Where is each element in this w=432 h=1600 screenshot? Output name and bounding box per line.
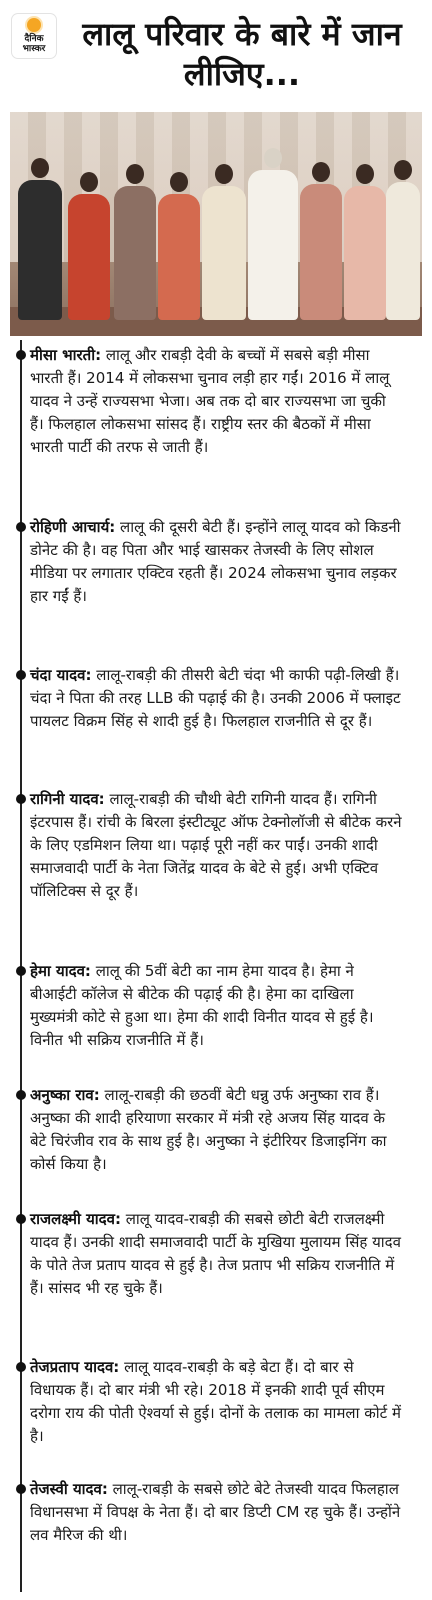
person-figure: [158, 194, 200, 320]
entry-anushka-rao: [30, 1084, 402, 1176]
entry-text: [30, 1084, 402, 1176]
entry-name: रोहिणी आचार्य:: [30, 518, 116, 536]
person-figure: [386, 182, 420, 320]
logo-text-line1: दैनिक: [24, 34, 44, 44]
bullet-dot: [16, 966, 26, 976]
entry-rohini-acharya: [30, 516, 402, 608]
entry-tejpratap-yadav: [30, 1356, 402, 1448]
bullet-dot: [16, 1484, 26, 1494]
entry-misa-bharti: [30, 344, 402, 459]
entry-text: [30, 1208, 402, 1300]
entry-description: लालू-राबड़ी की तीसरी बेटी चंदा भी काफी पढ़ी-लिखी हैं। चंदा ने पिता की तरह LLB की पढ़ाई की है। उनकी 2006 में फ्लाइट पायलट विक्रम सिंह से शादी हुई है। फिलहाल राजनीति से दूर हैं।: [30, 666, 401, 730]
entry-name: तेजस्वी यादव:: [30, 1480, 108, 1498]
entry-name: तेजप्रताप यादव:: [30, 1358, 120, 1376]
entry-text: [30, 664, 402, 733]
entry-ragini-yadav: [30, 788, 402, 903]
bullet-dot: [16, 1090, 26, 1100]
person-figure: [202, 186, 246, 320]
entry-name: मीसा भारती:: [30, 346, 102, 364]
entry-description: लालू यादव-राबड़ी की सबसे छोटी बेटी राजलक्ष्मी यादव हैं। उनकी शादी समाजवादी पार्टी के मुखिया मुलायम सिंह यादव के पोते तेज प्रताप यादव से हुई है। तेज प्रताप भी सक्रिय राजनीति में हैं। सांसद भी रह चुके हैं।: [30, 1210, 401, 1297]
logo-text-line2: भास्कर: [22, 44, 46, 54]
entry-text: [30, 1478, 402, 1547]
entry-name: हेमा यादव:: [30, 962, 91, 980]
entry-description: लालू-राबड़ी के सबसे छोटे बेटे तेजस्वी यादव फिलहाल विधानसभा में विपक्ष के नेता हैं। दो बार डिप्टी CM रह चुके हैं। उन्होंने लव मैरिज की थी।: [30, 1480, 401, 1544]
bullet-dot: [16, 522, 26, 532]
entry-name: चंदा यादव:: [30, 666, 92, 684]
entry-hema-yadav: [30, 960, 402, 1052]
bullet-dot: [16, 794, 26, 804]
dainik-bhaskar-logo[interactable]: [12, 14, 56, 58]
entry-description: लालू-राबड़ी की छठवीं बेटी धन्नु उर्फ अनुष्का राव हैं। अनुष्का की शादी हरियाणा सरकार में मंत्री रहे अजय सिंह यादव के बेटे चिरंजीव राव के साथ हुई है। अनुष्का ने इंटीरियर डिजाइनिंग का कोर्स किया है।: [30, 1086, 387, 1173]
entry-description: लालू की 5वीं बेटी का नाम हेमा यादव है। हेमा ने बीआईटी कॉलेज से बीटेक की पढ़ाई की है। हेमा का दाखिला मुख्यमंत्री कोटे से हुआ था। हेमा की शादी विनीत यादव से हुई है। विनीत भी सक्रिय राजनीति में हैं।: [30, 962, 374, 1049]
sun-icon: [27, 18, 41, 32]
entry-rajlakshmi-yadav: [30, 1208, 402, 1300]
person-figure: [68, 194, 110, 320]
entry-text: [30, 788, 402, 903]
entry-name: रागिनी यादव:: [30, 790, 105, 808]
entry-description: लालू-राबड़ी की चौथी बेटी रागिनी यादव हैं। रागिनी इंटरपास हैं। रांची के बिरला इंस्टीट्यूट ऑफ टेक्नोलॉजी से बीटेक करने के लिए एडमिशन लिया था। पढ़ाई पूरी नहीं कर पाईं। उनकी शादी समाजवादी पार्टी के नेता जितेंद्र यादव के बेटे से हुई। अभी एक्टिव पॉलिटिक्स से दूर हैं।: [30, 790, 402, 900]
entry-description: लालू की दूसरी बेटी हैं। इन्होंने लालू यादव को किडनी डोनेट की है। वह पिता और भाई खासकर तेजस्वी के लिए सोशल मीडिया पर लगातार एक्टिव रहती हैं। 2024 लोकसभा चुनाव लड़कर हार गईं हैं।: [30, 518, 401, 605]
family-photo: [10, 112, 422, 336]
person-figure: [344, 186, 386, 320]
person-figure: [248, 170, 298, 320]
entry-name: राजलक्ष्मी यादव:: [30, 1210, 121, 1228]
bullet-dot: [16, 1214, 26, 1224]
entry-tejashwi-yadav: [30, 1478, 402, 1547]
person-figure: [18, 180, 62, 320]
entry-text: [30, 1356, 402, 1448]
bullet-dot: [16, 1362, 26, 1372]
entry-chanda-yadav: [30, 664, 402, 733]
entry-description: लालू और राबड़ी देवी के बच्चों में सबसे बड़ी मीसा भारती हैं। 2014 में लोकसभा चुनाव लड़ी हार गईं। 2016 में लालू यादव ने उन्हें राज्यसभा भेजा। अब तक दो बार राज्यसभा जा चुकी हैं। फिलहाल लोकसभा सांसद हैं। राष्ट्रीय स्तर की बैठकों में मीसा भारती पार्टी की तरफ से जाती हैं।: [30, 346, 390, 456]
person-figure: [114, 186, 156, 320]
entry-name: अनुष्का राव:: [30, 1086, 100, 1104]
bullet-dot: [16, 350, 26, 360]
entry-text: [30, 344, 402, 459]
entry-text: [30, 516, 402, 608]
bullet-dot: [16, 670, 26, 680]
person-figure: [300, 184, 342, 320]
entry-text: [30, 960, 402, 1052]
entry-description: लालू यादव-राबड़ी के बड़े बेटा हैं। दो बार से विधायक हैं। दो बार मंत्री भी रहे। 2018 में इनकी शादी पूर्व सीएम दरोगा राय की पोती ऐश्वर्या से हुई। दोनों के तलाक का मामला कोर्ट में है।: [30, 1358, 401, 1445]
header: [0, 0, 432, 110]
page-title: लालू परिवार के बारे में जान लीजिए...: [82, 15, 402, 93]
